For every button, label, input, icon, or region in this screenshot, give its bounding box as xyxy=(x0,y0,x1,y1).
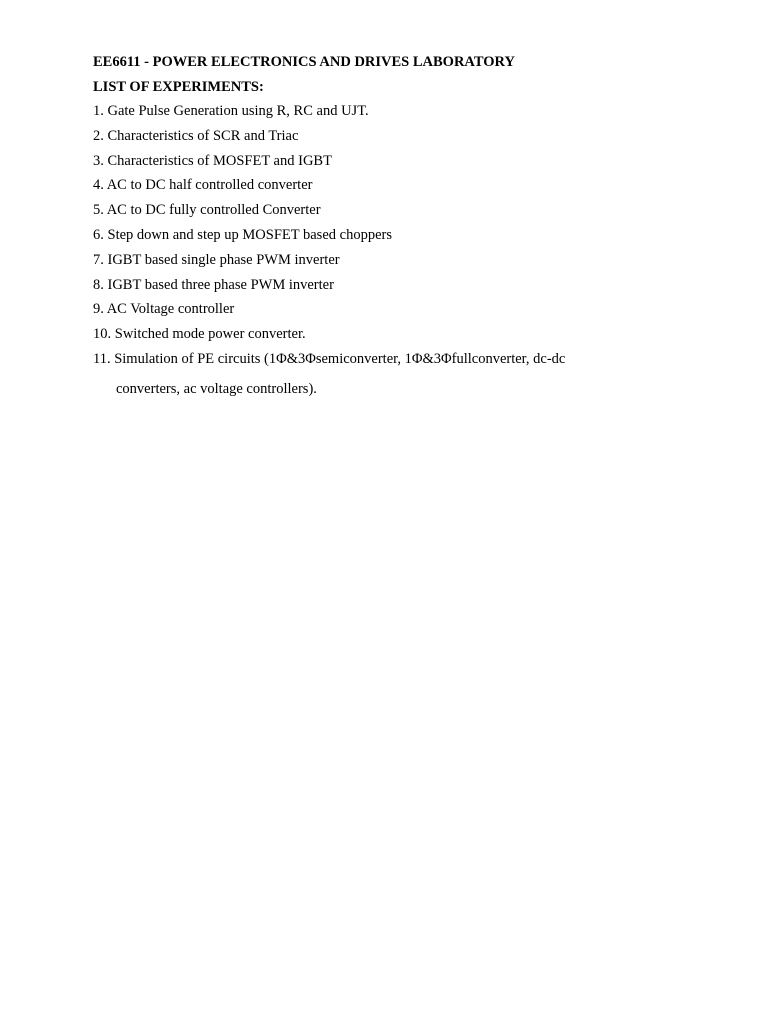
item-number: 2. xyxy=(93,127,104,144)
item-text: IGBT based three phase PWM inverter xyxy=(107,276,334,293)
item-text: AC Voltage controller xyxy=(106,301,235,318)
item-number: 4. xyxy=(93,177,104,194)
document-page xyxy=(93,53,713,405)
item-number: 8. xyxy=(93,276,104,293)
list-item xyxy=(93,350,713,398)
item-text: Step down and step up MOSFET based choppers xyxy=(107,226,392,243)
item-text: Gate Pulse Generation using R, RC and UJT. xyxy=(107,103,369,119)
item-number: 3. xyxy=(93,152,104,169)
item-text: AC to DC fully controlled Converter xyxy=(106,202,321,219)
item-number: 7. xyxy=(93,251,104,268)
item-number: 5. xyxy=(93,202,104,219)
item-text: Characteristics of MOSFET and IGBT xyxy=(107,152,332,169)
document-title: EE6611 - POWER ELECTRONICS AND DRIVES LABORATORY xyxy=(93,54,515,70)
item-text: Characteristics of SCR and Triac xyxy=(107,127,299,144)
item-number: 9. xyxy=(93,301,104,318)
item-number: 6. xyxy=(93,226,104,243)
list-item xyxy=(93,251,713,269)
list-item xyxy=(93,102,713,120)
list-item xyxy=(93,325,713,343)
item-number: 10. xyxy=(93,326,112,343)
list-item xyxy=(93,176,713,194)
item-text: Simulation of PE circuits (1Φ&3Φsemiconverter, 1Φ&3Φfullconverter, dc-dc xyxy=(114,350,566,367)
item-number: 11. xyxy=(93,350,111,367)
list-item xyxy=(93,152,713,170)
item-text: IGBT based single phase PWM inverter xyxy=(107,251,340,268)
list-item xyxy=(93,276,713,294)
experiment-list xyxy=(93,102,713,398)
list-item xyxy=(93,127,713,145)
list-item xyxy=(93,201,713,219)
list-item xyxy=(93,226,713,244)
list-item xyxy=(93,300,713,318)
item-number: 1. xyxy=(93,103,104,119)
list-heading: LIST OF EXPERIMENTS: xyxy=(93,79,264,95)
item-text: Switched mode power converter. xyxy=(114,326,306,343)
item-text: AC to DC half controlled converter xyxy=(106,177,313,194)
item-text-continuation: converters, ac voltage controllers). xyxy=(116,380,317,397)
